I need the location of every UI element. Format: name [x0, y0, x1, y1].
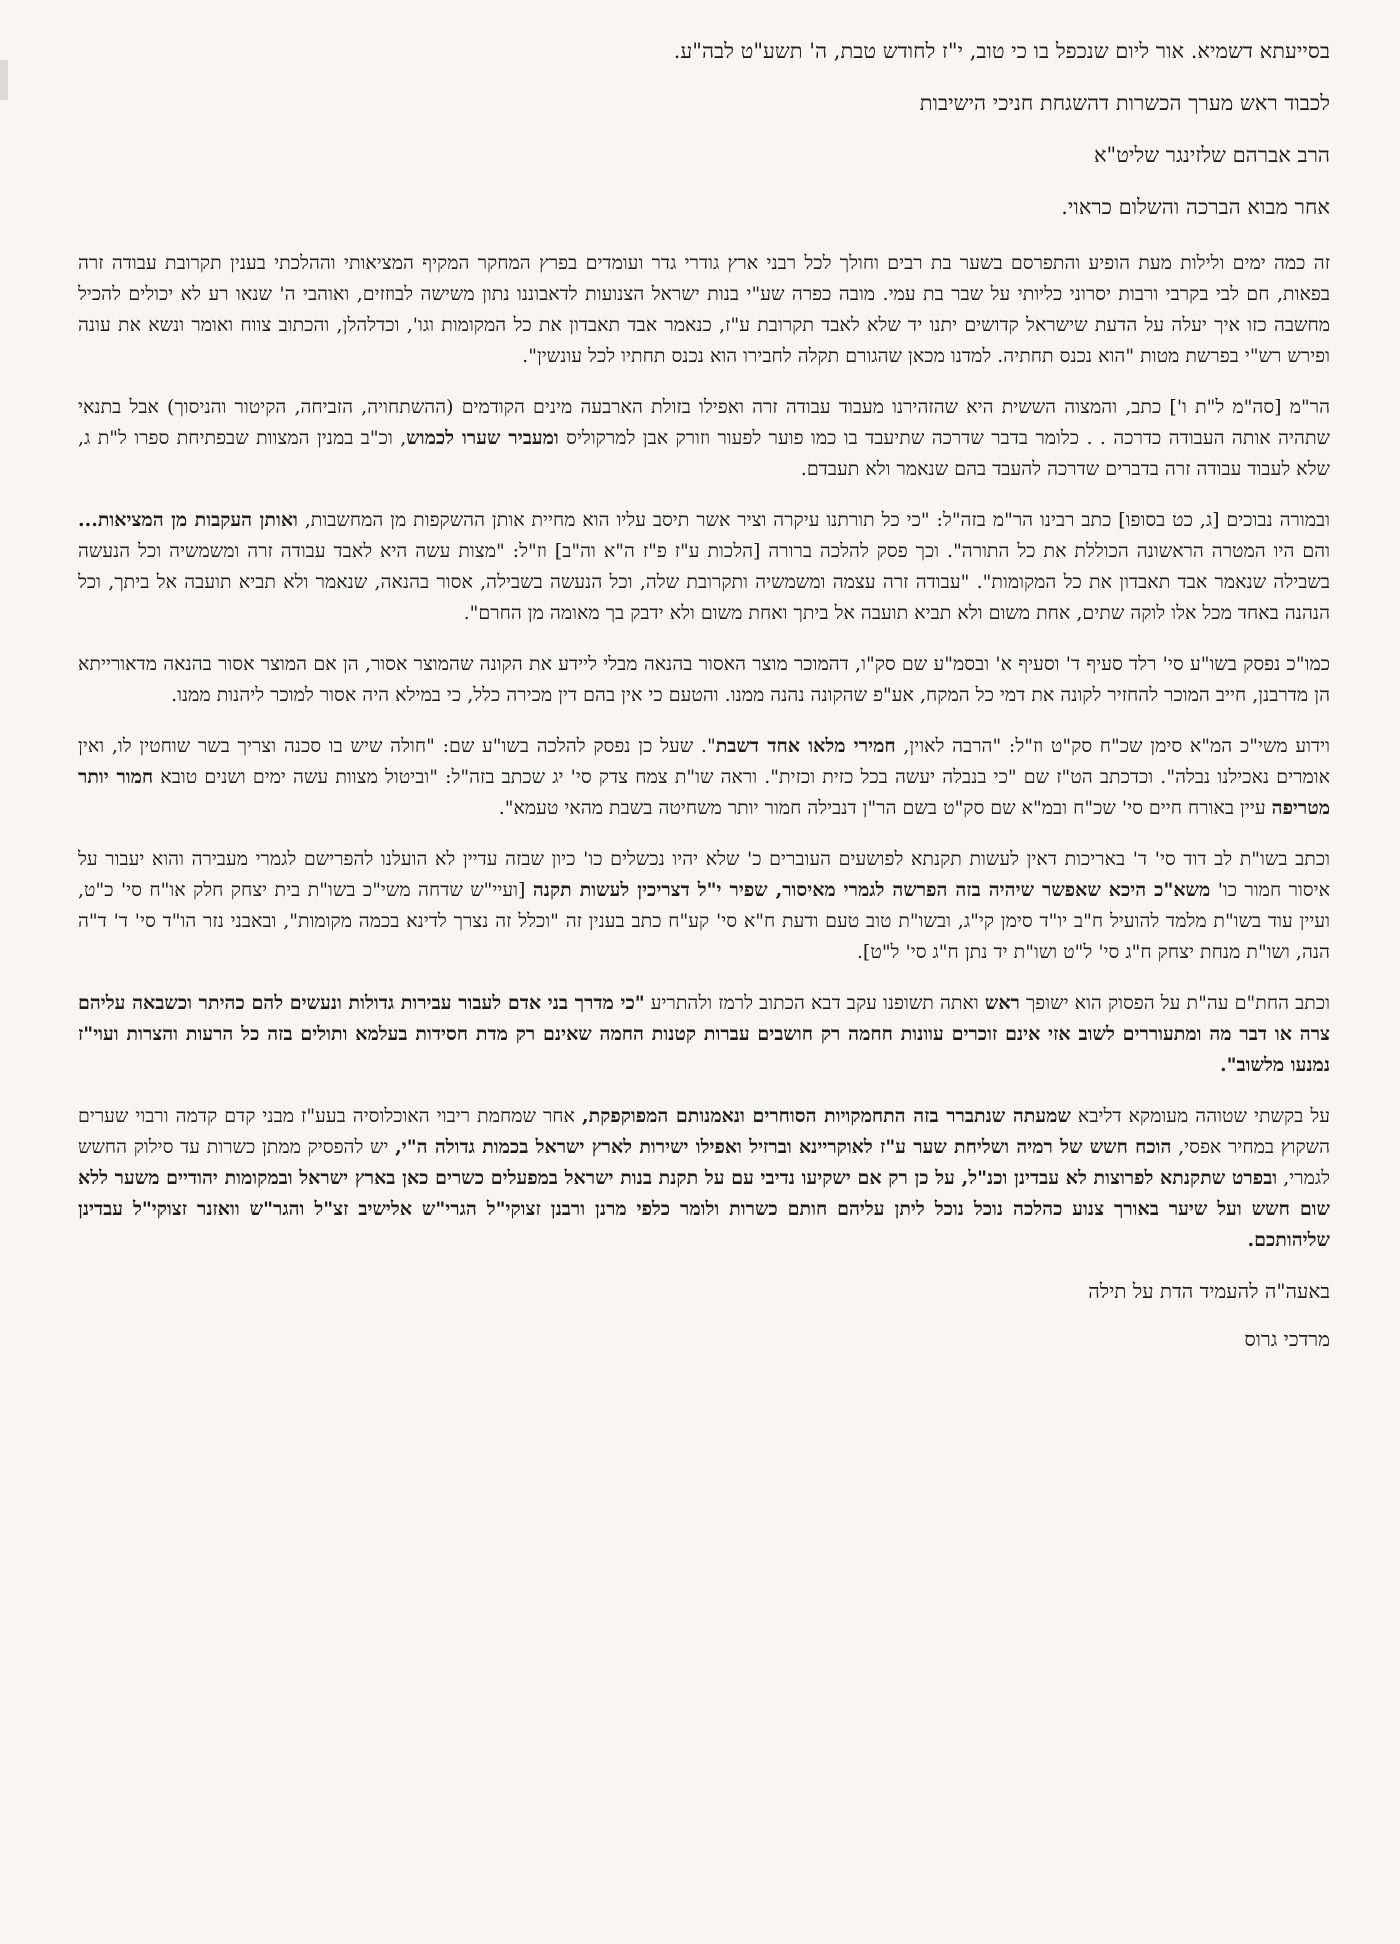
paragraph-5-text-b: ". שעל כן נפסק להלכה בשו"ע שם: "חולה שיש בו סכנה וצריך בשר שוחטין לו, ואין אומרים נאכילנו נבלה". וכדכתב הט"ז שם "כי בנבלה יעשה בכל כזית וכזית". וראה שו"ת צמח צדק סי' יג שכתב בזה"ל: "וביטול מצוות עשה ימים ושנים טובא [78, 735, 1330, 788]
paragraph-8-text-c: יש להפסיק ממתן כשרות עד סילוק החשש לגמרי, [78, 1136, 1330, 1189]
paragraph-3 [78, 505, 1330, 629]
paragraph-5-text-a: וידוע משי"כ המ"א סימן שכ"ח סק"ט וז"ל: "הרבה לאוין, [895, 735, 1331, 757]
paragraph-2-text-a: הר"מ [סה"מ ל"ת ו'] כתב, והמצוה הששית היא שהזהירנו מעבוד עבודה זרה ואפילו בזולת הארבעה מינים הקודמים (ההשתחויה, הזביחה, הקיטור והניסוך) אבל בתנאי שתהיה אותה העבודה כדרכה . . כלומר בדבר שדרכה שתיעבד בו כמו פוער לפעור וזורק אבן למרקוליס [78, 396, 1330, 449]
paragraph-2-bold: ומעביר שערו לכמוש [406, 427, 559, 449]
paragraph-4: כמו"כ נפסק בשו"ע סי' רלד סעיף ד' וסעיף א' ובסמ"ע שם סק"ו, דהמוכר מוצר האסור בהנאה מבלי ליידע את הקונה שהמוצר אסור, הן אם המוצר אסור בהנאה מדאורייתא הן מדרבנן, חייב המוכר להחזיר לקונה את דמי כל המקח, אע"פ שהקונה נהנה ממנו. והטעם כי אין בהם דין מכירה כלל, כי במילא היה אסור למוכר ליהנות ממנו. [78, 653, 1330, 706]
paragraph-6-bold: משא"כ היכא שאפשר שיהיה בזה הפרשה לגמרי מאיסור, שפיר י"ל דצריכין לעשות תקנה [532, 879, 1211, 901]
paragraph-5-text-c: עיין באורח חיים סי' שכ"ח ובמ"א שם סק"ט בשם הר"ן דנבילה חמור יותר משחיטה בשבת מהאי טעמא". [498, 797, 1272, 819]
recipient-name: הרב אברהם שלזינגר שליט"א [1093, 143, 1330, 167]
paragraph-8-bold-1: שמעתה שנתברר בזה התחמקויות הסוחרים ונאמנותם המפוקפקת, [582, 1105, 1071, 1127]
paragraph-7-text-b: ואתה תשופנו עקב דבא הכתוב לרמז ולהתריע [644, 992, 985, 1014]
greeting: אחר מבוא הברכה והשלום כראוי. [1061, 195, 1330, 219]
recipient-title: לכבוד ראש מערך הכשרות דהשגחת חניכי הישיבות [919, 91, 1330, 115]
paragraph-6-text-a: וכתב בשו"ת לב דוד סי' ד' באריכות דאין לעשות תקנתא לפושעים העוברים כ' שלא יהיו נכשלים כו' כיון שבזה עדיין לא הועלנו להפרישם לגמרי מעבירה והוא יעבור על איסור חמור כו' [78, 848, 1330, 901]
signature: מרדכי גרוס [1244, 1327, 1330, 1351]
paragraph-3-text-a: ובמורה נבוכים [ג, כט בסופו] כתב רבינו הר"מ בזה"ל: "כי כל תורתנו עיקרה וציר אשר תיסב עליו הוא מחיית אותן ההשקפות מן המחשבות, [297, 509, 1330, 531]
paragraph-5-bold-1: חמירי מלאו אחד דשבת [715, 735, 896, 757]
paragraph-1: זה כמה ימים ולילות מעת הופיע והתפרסם בשער בת רבים וחולך לכל רבני ארץ גודרי גדר ועומדים בפרץ המחקר המקיף המציאותי וההלכתי בענין תקרובת עבודה זרה בפאות, חם לבי בקרבי ורבות יסרוני כליותי על שבר בת עמי. מובה כפרה שע"י בנות ישראל הצנועות לדאבוננו נתון משישה לבוזזים, ואוהבי ה' שנאו רע לא יכולים להכיל מחשבה כזו איך יעלה על הדעת שישראל קדושים יתנו יד שלא לאבד תקרובת ע"ז, כנאמר אבד תאבדון את כל המקומות וגו', וכדלהלן, והכתוב צווח ואומר ונשא את עונה ופירש רש"י בפרשת מטות "הוא נכנס תחתיה. למדנו מכאן שהגורם תקלה לחבירו הוא נכנס תחתיו לכל עונשין". [78, 252, 1330, 367]
closing-line: באעה"ה להעמיד הדת על תילה [1088, 1279, 1330, 1303]
scan-edge-mark [0, 60, 8, 100]
paragraph-3-bold: ואותן העקבות מן המציאות... [78, 509, 298, 531]
paragraph-6 [78, 844, 1330, 968]
paragraph-8-text-b: אחר שמחמת ריבוי האוכלוסיה בעע"ז מבני קדם קדמה ורבוי שערים השקוץ במחיר אפסי, [78, 1105, 1331, 1158]
paragraph-7-bold-2: "כי מדרך בני אדם לעבור עבירות גדולות ונעשים להם כהיתר וכשבאה עליהם צרה או דבר מה ומתעוררים לשוב אזי אינם זוכרים עוונות חחמה רק חושבים עברות קטנות החמה שאינם רק מדת חסידות בעלמא ותולים בזה כל הרעות והצרות ועוי"ז נמנעו מלשוב". [78, 992, 1330, 1076]
letter-date-header: בסייעתא דשמיא. אור ליום שנכפל בו כי טוב, י"ז לחודש טבת, ה' תשע"ט לבה"ע. [673, 39, 1330, 63]
paragraph-8-bold-3: ובפרט שתקנתא לפרוצות לא עבדינן וכנ"ל, על כן רק אם ישקיעו נדיבי עם על תקנת בנות ישראל במפעלים כשרים כאן בארץ ישראל ובמקומות יהודיים משער ללא שום חשש ועל שיער באורך צנוע כהלכה נוכל נוכל ליתן עליהם חותם כשרות ולומר כלפי מרנן ורבנן זצוקי"ל הגרי"ש אלישיב זצ"ל והגר"ש וואזנר זצוקי"ל עבדינן שליהותכם. [78, 1167, 1330, 1251]
paragraph-5 [78, 731, 1330, 824]
paragraph-3-text-b: והם היו המטרה הראשונה הכוללת את כל התורה". וכך פסק להלכה ברורה [הלכות ע"ז פ"ז ה"א וה"ב] וז"ל: "מצות עשה היא לאבד עבודה זרה ומשמשיה וכל הנעשה בשבילה שנאמר אבד תאבדון את כל המקומות". "עבודה זרה עצמה ומשמשיה ותקרובת שלה, וכל הנעשה בשבילה, אסור בהנאה, שנאמר ולא תביא תועבה אל ביתך, וכל הנהנה באחד מכל אלו לוקה שתים, אחת משום ולא תביא תועבה אל ביתך ואחת משום ולא ידבק בך מאומה מן החרם". [78, 540, 1330, 624]
paragraph-8-bold-2: הוכח חשש של רמיה ושליחת שער ע"ז לאוקריינא וברזיל ואפילו ישירות לארץ ישראל בכמות גדולה ה"י, [395, 1136, 1172, 1158]
paragraph-5-bold-2: חמור יותר מטריפה [78, 766, 1330, 819]
paragraph-7-text-a: וכתב החת"ם עה"ת על הפסוק הוא ישופך [1019, 992, 1330, 1014]
paragraph-7 [78, 988, 1330, 1081]
paragraph-2-text-b: , וכ"ב במנין המצוות שבפתיחת ספרו ל"ת ג, שלא לעבוד עבודה זרה בדברים שדרכה להעבד בהם שנאמר ולא תעבדם. [78, 427, 1330, 480]
paragraph-8 [78, 1101, 1330, 1256]
paragraph-2 [78, 392, 1330, 485]
paragraph-7-bold-1: ראש [984, 992, 1020, 1014]
paragraph-8-text-a: על בקשתי שטוהה מעומקא דליבא [1070, 1105, 1330, 1127]
paragraph-6-text-b: [ועיי"ש שדחה משי"כ בשו"ת בית יצחק חלק או"ח סי' כ"ט, ועיין עוד בשו"ת מלמד להועיל ח"ב יו"ד סימן קי"ג, ובשו"ת טוב טעם ודעת ח"א סי' קע"ח כתב בענין זה "וכלל זה נצרך לדינא בכמה מקומות", ובאבני נזר הו"ד סי' ד' ד"ה הנה, ושו"ת מנחת יצחק ח"ג סי' ל"ט ושו"ת יד נתן ח"ג סי' ל"ט]. [78, 879, 1330, 963]
